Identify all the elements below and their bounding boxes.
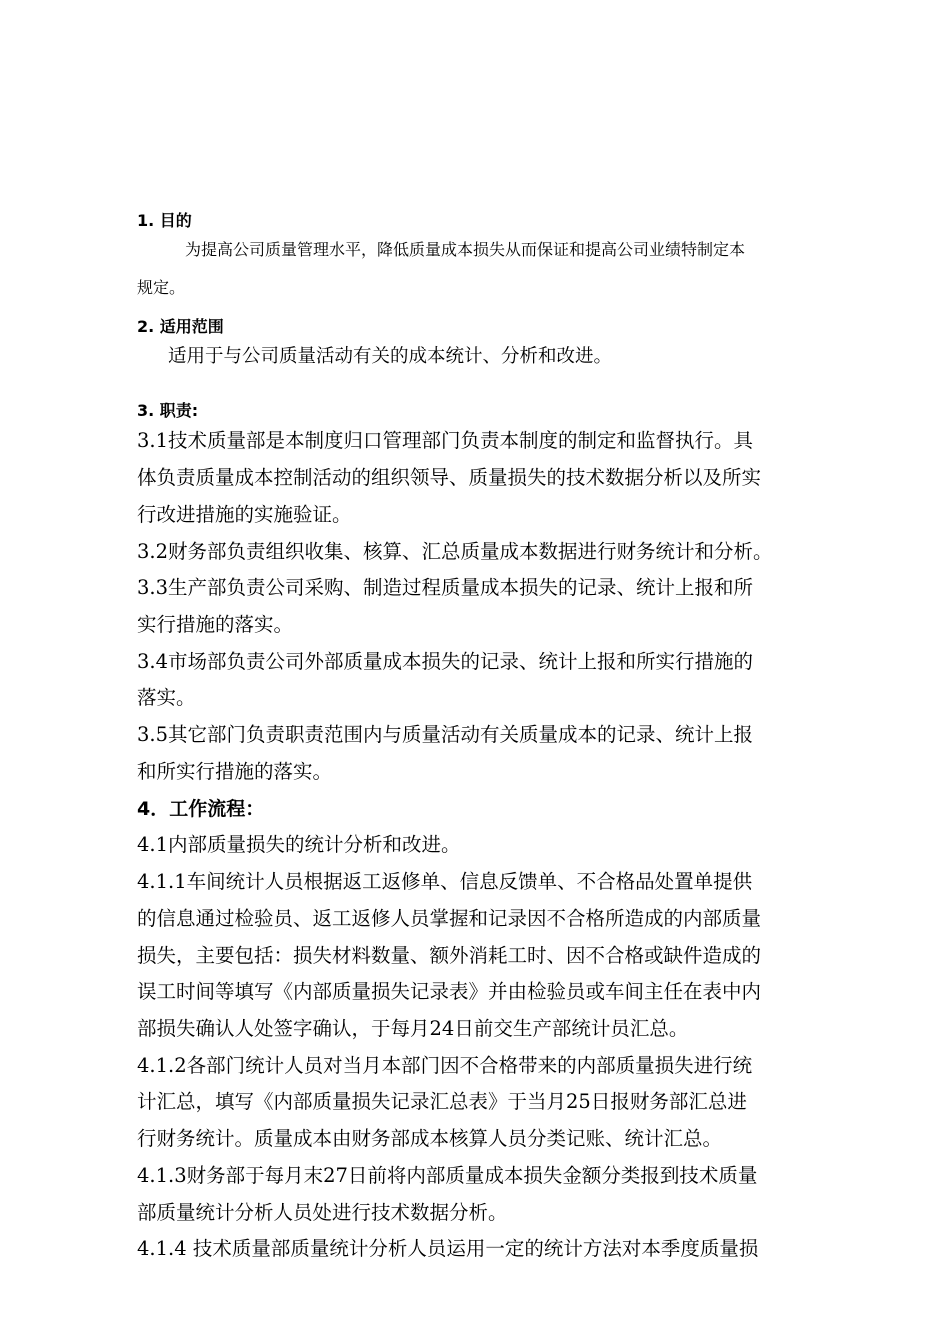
section-3-heading: 3. 职责: [137, 401, 199, 420]
section-2-heading: 2. 适用范围 [137, 317, 224, 336]
section-3-line-7: 3.4市场部负责公司外部质量成本损失的记录、统计上报和所实行措施的 [137, 650, 754, 673]
section-4-line-3: 的信息通过检验员、返工返修人员掌握和记录因不合格所造成的内部质量 [137, 907, 762, 930]
section-4-line-7: 4.1.2各部门统计人员对当月本部门因不合格带来的内部质量损失进行统 [137, 1054, 753, 1077]
section-4-line-12: 4.1.4 技术质量部质量统计分析人员运用一定的统计方法对本季度质量损 [137, 1237, 759, 1260]
section-3-line-10: 和所实行措施的落实。 [137, 760, 333, 783]
section-1-line-2: 规定。 [137, 278, 186, 297]
section-4-line-6: 部损失确认人处签字确认，于每月24日前交生产部统计员汇总。 [137, 1017, 689, 1040]
section-2-line-1: 适用于与公司质量活动有关的成本统计、分析和改进。 [168, 346, 613, 367]
section-4-line-8: 计汇总，填写《内部质量损失记录汇总表》于当月25日报财务部汇总进 [137, 1090, 747, 1113]
section-3-line-4: 3.2财务部负责组织收集、核算、汇总质量成本数据进行财务统计和分析。 [137, 540, 773, 563]
section-1-line-1: 为提高公司质量管理水平，降低质量成本损失从而保证和提高公司业绩特制定本 [185, 240, 746, 259]
section-4-heading: 4．工作流程： [137, 798, 265, 820]
section-4-line-5: 误工时间等填写《内部质量损失记录表》并由检验员或车间主任在表中内 [137, 980, 762, 1003]
section-3-line-6: 实行措施的落实。 [137, 613, 294, 636]
section-3-line-5: 3.3生产部负责公司采购、制造过程质量成本损失的记录、统计上报和所 [137, 576, 754, 599]
section-4-line-4: 损失，主要包括：损失材料数量、额外消耗工时、因不合格或缺件造成的 [137, 944, 762, 967]
section-3-line-3: 行改进措施的实施验证。 [137, 503, 352, 526]
section-3-line-1: 3.1技术质量部是本制度归口管理部门负责本制度的制定和监督执行。具 [137, 429, 754, 452]
section-4-line-11: 部质量统计分析人员处进行技术数据分析。 [137, 1201, 508, 1224]
section-3-line-9: 3.5其它部门负责职责范围内与质量活动有关质量成本的记录、统计上报 [137, 723, 754, 746]
section-4-line-9: 行财务统计。质量成本由财务部成本核算人员分类记账、统计汇总。 [137, 1127, 723, 1150]
section-4-line-2: 4.1.1车间统计人员根据返工返修单、信息反馈单、不合格品处置单提供 [137, 870, 753, 893]
section-1-heading: 1. 目的 [137, 211, 192, 230]
section-3-line-2: 体负责质量成本控制活动的组织领导、质量损失的技术数据分析以及所实 [137, 466, 762, 489]
section-4-line-1: 4.1内部质量损失的统计分析和改进。 [137, 833, 461, 856]
section-4-line-10: 4.1.3财务部于每月末27日前将内部质量成本损失金额分类报到技术质量 [137, 1164, 758, 1187]
section-3-line-8: 落实。 [137, 686, 196, 709]
